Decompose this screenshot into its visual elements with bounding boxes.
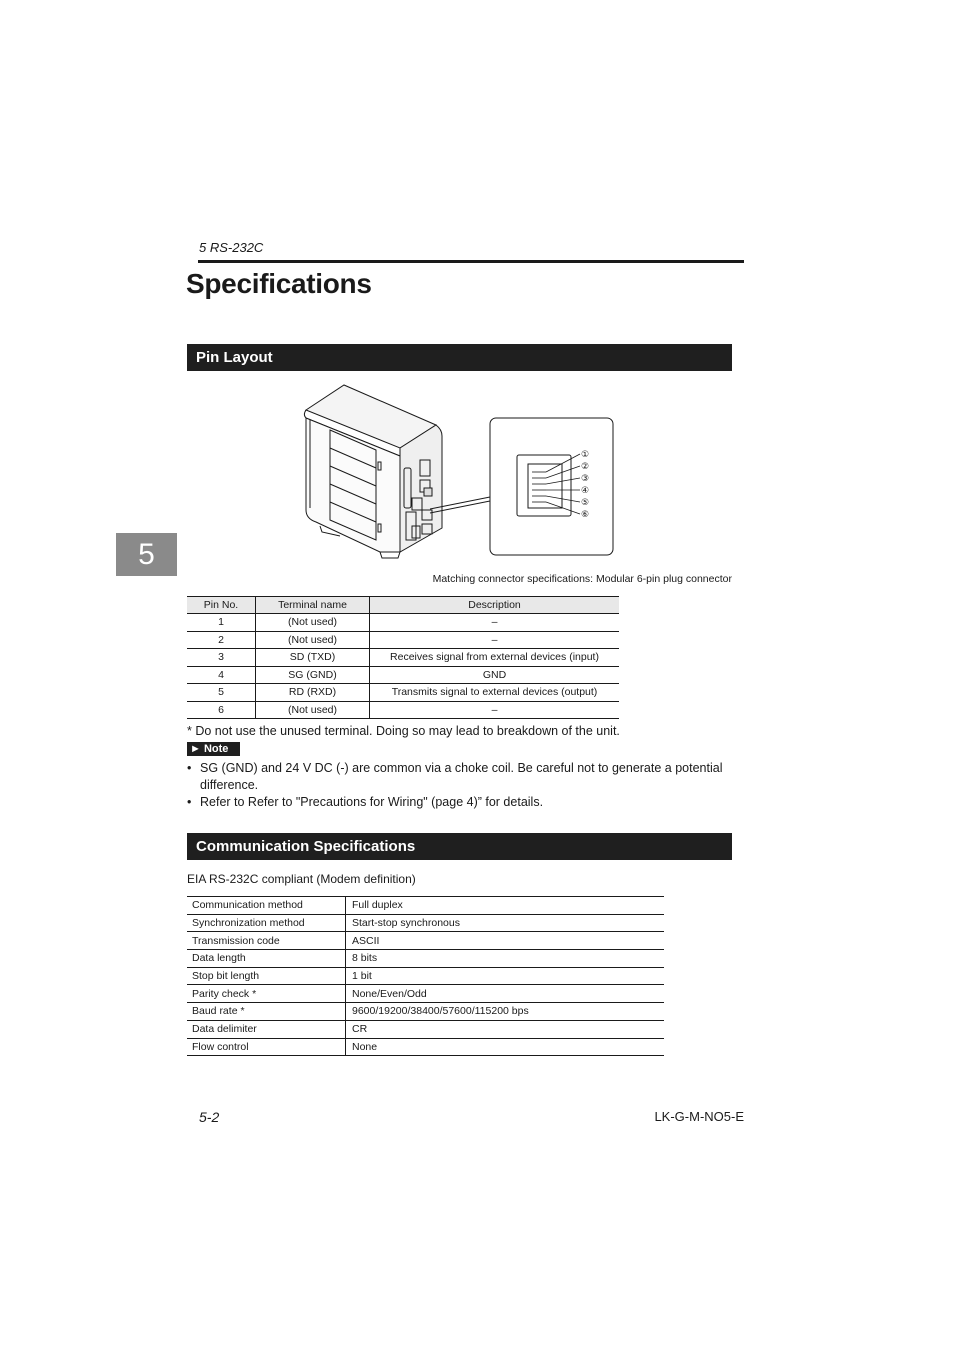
table-row: [187, 631, 619, 649]
table-cell: None: [346, 1038, 665, 1056]
table-cell: 9600/19200/38400/57600/115200 bps: [346, 1003, 665, 1021]
table-row: [187, 897, 664, 915]
table-cell: SG (GND): [256, 666, 370, 684]
table-cell: –: [370, 701, 620, 719]
table-row: [187, 950, 664, 968]
table-cell: 4: [187, 666, 256, 684]
table-cell: GND: [370, 666, 620, 684]
table-row: [187, 1038, 664, 1056]
pin-label-1: ①: [581, 450, 590, 460]
table-cell: Transmits signal to external devices (output): [370, 684, 620, 702]
table-row: [187, 614, 619, 632]
list-item: [187, 794, 732, 811]
table-cell: Communication method: [187, 897, 346, 915]
table-cell: Stop bit length: [187, 967, 346, 985]
table-row: [187, 1003, 664, 1021]
table-cell: Full duplex: [346, 897, 665, 915]
pin-table: [187, 596, 619, 719]
table-cell: Transmission code: [187, 932, 346, 950]
table-cell: Receives signal from external devices (input): [370, 649, 620, 667]
communication-specifications-heading: Communication Specifications: [187, 833, 732, 860]
chapter-label: 5 RS-232C: [199, 240, 264, 255]
table-cell: 3: [187, 649, 256, 667]
table-cell: RD (RXD): [256, 684, 370, 702]
table-cell: –: [370, 631, 620, 649]
table-cell: Data length: [187, 950, 346, 968]
table-row: [187, 649, 619, 667]
table-row: [187, 1020, 664, 1038]
pin-layout-heading: Pin Layout: [187, 344, 732, 371]
table-cell: 6: [187, 701, 256, 719]
column-header: Description: [370, 597, 620, 614]
column-header: Terminal name: [256, 597, 370, 614]
table-cell: 5: [187, 684, 256, 702]
table-row: [187, 967, 664, 985]
table-cell: Flow control: [187, 1038, 346, 1056]
table-cell: (Not used): [256, 701, 370, 719]
pin-label-2: ②: [581, 462, 590, 472]
table-cell: 2: [187, 631, 256, 649]
table-cell: (Not used): [256, 631, 370, 649]
communication-specifications-table: [187, 896, 664, 1056]
table-cell: Synchronization method: [187, 914, 346, 932]
table-cell: CR: [346, 1020, 665, 1038]
comm-specs-intro: EIA RS-232C compliant (Modem definition): [187, 872, 416, 886]
table-cell: SD (TXD): [256, 649, 370, 667]
table-row: [187, 701, 619, 719]
table-row: [187, 914, 664, 932]
note-badge: ► Note: [187, 742, 240, 756]
table-row: [187, 985, 664, 1003]
unused-terminal-footnote: * Do not use the unused terminal. Doing so may lead to breakdown of the unit.: [187, 724, 620, 738]
note-list: [187, 760, 732, 811]
pin-label-5: ⑤: [581, 498, 590, 508]
document-code: LK-G-M-NO5-E: [654, 1109, 744, 1124]
page-number: 5-2: [199, 1109, 220, 1125]
pin-label-4: ④: [581, 486, 590, 496]
pin-label-3: ③: [581, 474, 590, 484]
table-header-row: [187, 597, 619, 614]
table-cell: Parity check *: [187, 985, 346, 1003]
table-cell: ASCII: [346, 932, 665, 950]
table-cell: (Not used): [256, 614, 370, 632]
list-item: [187, 760, 732, 794]
table-cell: Baud rate *: [187, 1003, 346, 1021]
table-cell: Data delimiter: [187, 1020, 346, 1038]
connector-caption: Matching connector specifications: Modular 6-pin plug connector: [432, 573, 732, 585]
table-row: [187, 666, 619, 684]
table-row: [187, 932, 664, 950]
table-cell: Start-stop synchronous: [346, 914, 665, 932]
controller-connector-illustration: [300, 380, 618, 560]
note-text: SG (GND) and 24 V DC (-) are common via a choke coil. Be careful not to generate a potential difference.: [200, 761, 723, 792]
bullet-dot: •: [187, 795, 192, 809]
pin-label-6: ⑥: [581, 510, 590, 520]
table-cell: 1: [187, 614, 256, 632]
table-row: [187, 684, 619, 702]
table-cell: 1 bit: [346, 967, 665, 985]
table-cell: –: [370, 614, 620, 632]
chapter-tab: 5: [116, 533, 177, 576]
note-text: Refer to Refer to "Precautions for Wiring" (page 4)” for details.: [200, 795, 544, 809]
page-title: Specifications: [186, 268, 372, 299]
bullet-dot: •: [187, 761, 192, 775]
header-rule: [198, 260, 744, 263]
column-header: Pin No.: [187, 597, 256, 614]
table-cell: 8 bits: [346, 950, 665, 968]
table-cell: None/Even/Odd: [346, 985, 665, 1003]
